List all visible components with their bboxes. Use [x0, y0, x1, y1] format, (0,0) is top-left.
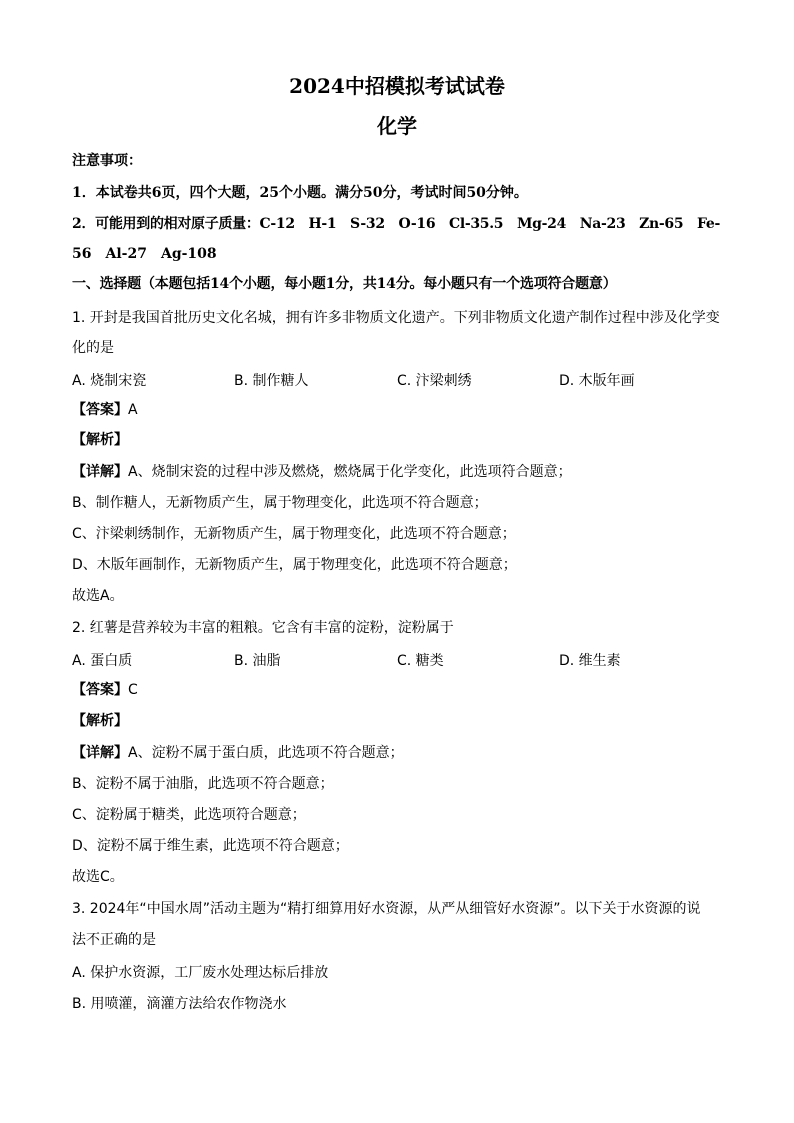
notes-item-1: 1．本试卷共6页，四个大题，25个小题。满分50分，考试时间50分钟。	[72, 185, 528, 201]
q1-option-a: A. 烧制宋瓷	[72, 373, 147, 389]
q1-answer-label: 【答案】	[72, 402, 128, 418]
q2-answer-value: C	[128, 682, 138, 698]
q1-option-c: C. 汴梁刺绣	[397, 373, 472, 389]
q2-detail-label: 【详解】	[72, 745, 128, 761]
notes-heading: 注意事项：	[72, 153, 142, 169]
exam-title: 2024中招模拟考试试卷	[289, 74, 505, 98]
q1-detail-line-4: D、木版年画制作，无新物质产生，属于物理变化，此选项不符合题意；	[72, 557, 517, 573]
q1-analysis-label: 【解析】	[72, 432, 128, 448]
q1-option-b: B. 制作糖人	[234, 373, 309, 389]
q3-option-b: B. 用喷灌，滴灌方法给农作物浇水	[72, 996, 287, 1012]
q2-option-d: D. 维生素	[559, 653, 621, 669]
notes-item-2-line-2: 56 Al-27 Ag-108	[72, 246, 217, 262]
q1-stem-line-1: 1. 开封是我国首批历史文化名城，拥有许多非物质文化遗产。下列非物质文化遗产制作过程中涉及化学变	[72, 310, 720, 326]
q2-detail-line-2: B、淀粉不属于油脂，此选项不符合题意；	[72, 776, 334, 792]
q2-analysis-label: 【解析】	[72, 713, 128, 729]
q2-detail-line-4: D、淀粉不属于维生素，此选项不符合题意；	[72, 838, 349, 854]
section-1-heading: 一、选择题（本题包括14个小题，每小题1分，共14分。每小题只有一个选项符合题意）	[72, 276, 617, 292]
q2-detail-line-1: 【详解】A、淀粉不属于蛋白质，此选项不符合题意；	[72, 745, 404, 761]
q1-stem-line-2: 化的是	[72, 340, 114, 356]
subject-title: 化学	[377, 114, 417, 138]
q1-detail-line-2: B、制作糖人，无新物质产生，属于物理变化，此选项不符合题意；	[72, 495, 488, 511]
q2-option-a: A. 蛋白质	[72, 653, 133, 669]
q1-answer-value: A	[128, 402, 138, 418]
q1-option-d: D. 木版年画	[559, 373, 635, 389]
q2-detail-line-3: C、淀粉属于糖类，此选项符合题意；	[72, 807, 306, 823]
q1-detail-label: 【详解】	[72, 464, 128, 480]
q1-detail-line-3: C、汴梁刺绣制作，无新物质产生，属于物理变化，此选项不符合题意；	[72, 526, 516, 542]
q2-stem-line-1: 2. 红薯是营养较为丰富的粗粮。它含有丰富的淀粉，淀粉属于	[72, 620, 454, 636]
q2-conclusion: 故选C。	[72, 869, 124, 885]
q3-stem-line-1: 3. 2024年“中国水周”活动主题为“精打细算用好水资源，从严从细管好水资源”。以下关于水资源的说	[72, 901, 701, 917]
q2-option-c: C. 糖类	[397, 653, 444, 669]
q1-conclusion: 故选A。	[72, 588, 124, 604]
q2-option-b: B. 油脂	[234, 653, 281, 669]
q2-answer-label: 【答案】	[72, 682, 128, 698]
notes-item-2-line-1: 2．可能用到的相对原子质量：C-12 H-1 S-32 O-16 Cl-35.5 Mg-24 Na-23 Zn-65 Fe-	[72, 216, 720, 232]
q2-answer	[72, 680, 138, 700]
q3-option-a: A. 保护水资源，工厂废水处理达标后排放	[72, 965, 329, 981]
q1-answer	[72, 400, 138, 420]
q3-stem-line-2: 法不正确的是	[72, 932, 156, 948]
q1-detail-line-1: 【详解】A、烧制宋瓷的过程中涉及燃烧，燃烧属于化学变化，此选项符合题意；	[72, 464, 572, 480]
